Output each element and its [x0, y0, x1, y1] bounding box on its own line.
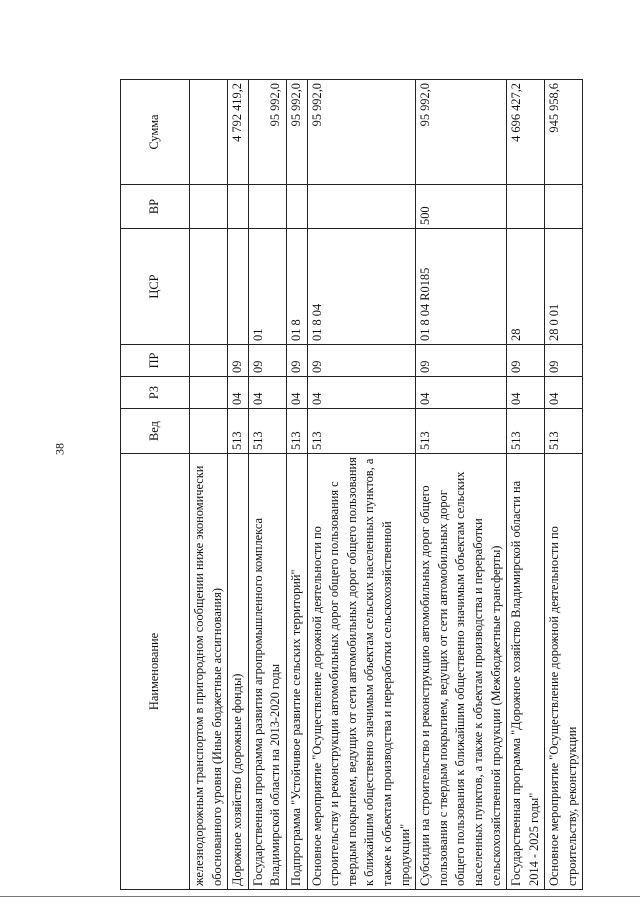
cell-vr [248, 185, 286, 229]
cell-name: Основное мероприятие "Осуществление дорожной деятельности по строительству и реконструкции автомобильных дорог общего пользования с твердым покрытием, ведущих от сети автомобильных дорог общего пользования к ближайшим общественно значимым объектам сельских населенных пунктов, а также к объектам производства и переработки сельскохозяйственной продукции" [307, 454, 416, 890]
cell-vr [228, 185, 249, 229]
cell-name: Дорожное хозяйство (дорожные фонды) [228, 454, 249, 890]
cell-ved [190, 409, 228, 454]
header-ved: Вед [121, 409, 190, 454]
cell-vr [545, 185, 583, 229]
cell-ved: 513 [545, 409, 583, 454]
header-sum: Сумма [121, 80, 190, 185]
header-rz: РЗ [121, 377, 190, 409]
cell-ved: 513 [307, 409, 416, 454]
cell-sum: 95 992,0 [416, 80, 507, 185]
cell-ved: 513 [416, 409, 507, 454]
cell-pr: 09 [545, 345, 583, 377]
table-row [228, 80, 249, 890]
page-bottom-rule [0, 896, 640, 898]
cell-pr: 09 [228, 345, 249, 377]
cell-rz: 04 [307, 377, 416, 409]
cell-vr [307, 185, 416, 229]
cell-name: Подпрограмма "Устойчивое развитие сельских территорий" [286, 454, 307, 890]
cell-ved: 513 [507, 409, 545, 454]
rotated-budget-table-container [120, 80, 590, 890]
cell-pr: 09 [416, 345, 507, 377]
cell-name: Государственная программа развития агропромышленного комплекса Владимирской области на 2013-2020 годы [248, 454, 286, 890]
cell-rz: 04 [228, 377, 249, 409]
cell-name: Субсидии на строительство и реконструкцию автомобильных дорог общего пользования с твердым покрытием, ведущих от сети автомобильных дорог общего пользования к ближайшим общественно значимым объектам сельских населенных пунктов, а также к объектам производства и переработки сельскохозяйственной продукции (Межбюджетные трансферты) [416, 454, 507, 890]
cell-ved: 513 [228, 409, 249, 454]
cell-rz [190, 377, 228, 409]
cell-vr [286, 185, 307, 229]
table-row [190, 80, 228, 890]
header-pr: ПР [121, 345, 190, 377]
cell-rz: 04 [545, 377, 583, 409]
budget-table [120, 79, 583, 890]
cell-sum [190, 80, 228, 185]
cell-sum: 945 958,6 [545, 80, 583, 185]
cell-name: железнодорожным транспортом в пригородном сообщении ниже экономически обоснованного уровня (Иные бюджетные ассигнования) [190, 454, 228, 890]
cell-pr [190, 345, 228, 377]
cell-sum: 95 992,0 [307, 80, 416, 185]
table-row [545, 80, 583, 890]
cell-vr: 500 [416, 185, 507, 229]
cell-vr [190, 185, 228, 229]
page-number: 38 [52, 443, 67, 455]
cell-sum: 95 992,0 [286, 80, 307, 185]
table-row [286, 80, 307, 890]
cell-csr: 01 8 04 [307, 229, 416, 345]
cell-ved: 513 [286, 409, 307, 454]
cell-sum: 95 992,0 [248, 80, 286, 185]
cell-csr: 01 8 [286, 229, 307, 345]
cell-csr [228, 229, 249, 345]
cell-csr: 28 [507, 229, 545, 345]
header-name: Наименование [121, 454, 190, 890]
header-csr: ЦСР [121, 229, 190, 345]
cell-ved: 513 [248, 409, 286, 454]
cell-rz: 04 [248, 377, 286, 409]
cell-csr: 01 [248, 229, 286, 345]
header-row [121, 80, 190, 890]
table-row [248, 80, 286, 890]
cell-pr: 09 [286, 345, 307, 377]
header-vr: ВР [121, 185, 190, 229]
cell-name: Государственная программа "Дорожное хозяйство Владимирской области на 2014 - 2025 годы" [507, 454, 545, 890]
table-row [307, 80, 416, 890]
cell-csr: 01 8 04 R0185 [416, 229, 507, 345]
cell-rz: 04 [416, 377, 507, 409]
cell-sum: 4 792 419,2 [228, 80, 249, 185]
table-row [416, 80, 507, 890]
cell-name: Основное мероприятие "Осуществление дорожной деятельности по строительству, реконструкции [545, 454, 583, 890]
cell-csr [190, 229, 228, 345]
cell-rz: 04 [286, 377, 307, 409]
cell-pr: 09 [507, 345, 545, 377]
cell-csr: 28 0 01 [545, 229, 583, 345]
cell-vr [507, 185, 545, 229]
cell-rz: 04 [507, 377, 545, 409]
cell-sum: 4 696 427,2 [507, 80, 545, 185]
table-row [507, 80, 545, 890]
cell-pr: 09 [307, 345, 416, 377]
cell-pr: 09 [248, 345, 286, 377]
